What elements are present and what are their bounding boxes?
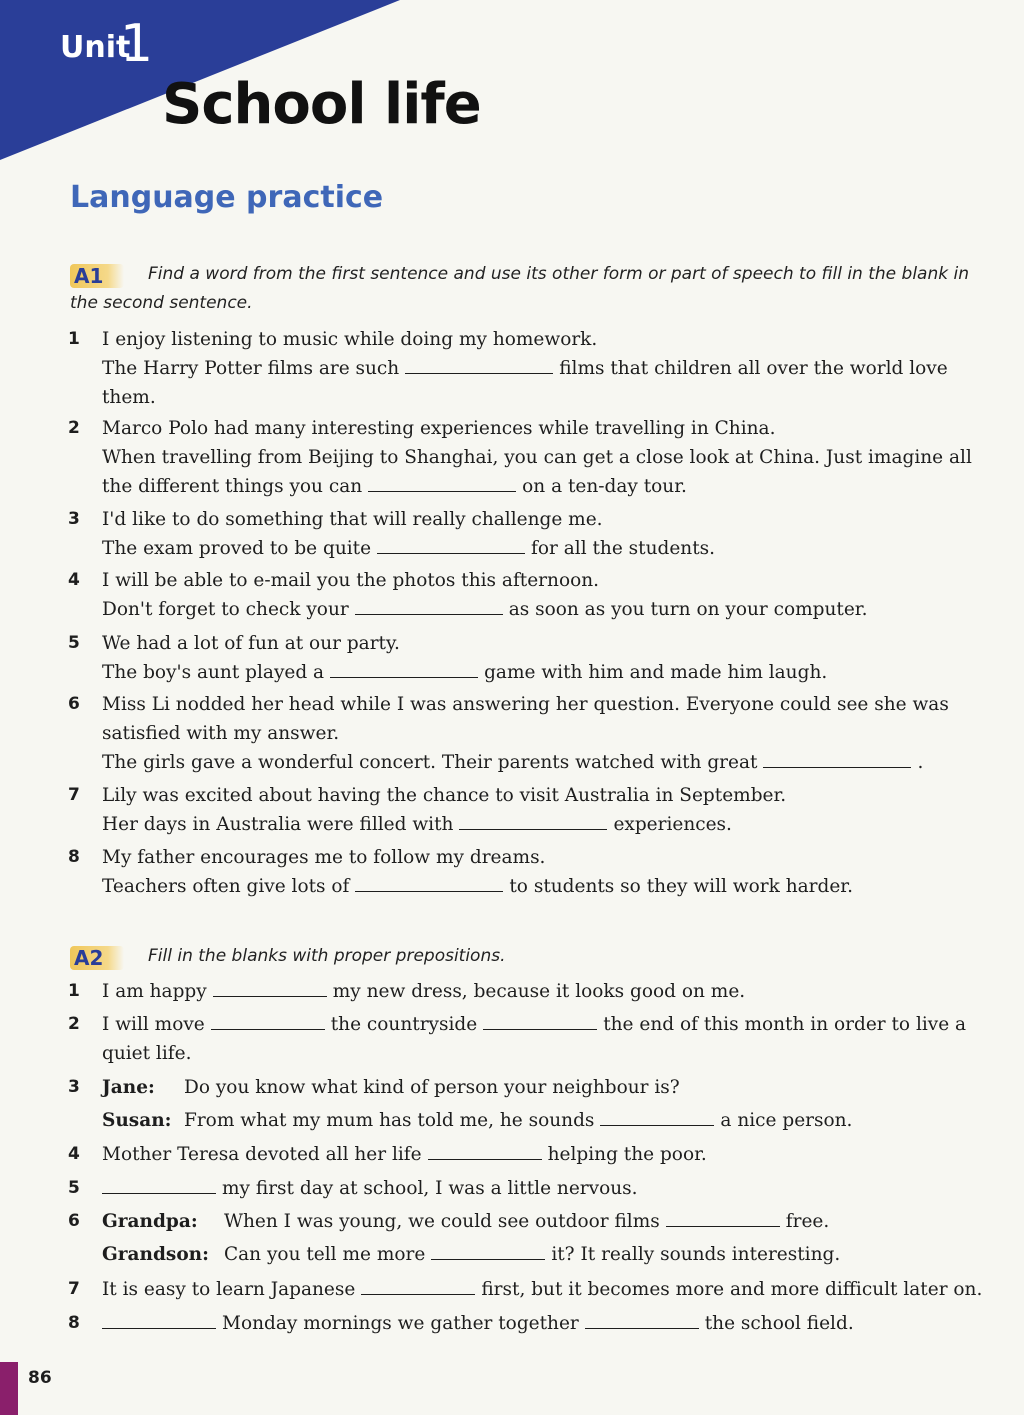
answer-blank[interactable] (428, 1140, 542, 1160)
question-number: 7 (68, 785, 80, 805)
answer-blank[interactable] (431, 1240, 545, 1260)
question-number: 6 (68, 694, 80, 714)
answer-blank[interactable] (361, 1275, 475, 1295)
answer-blank[interactable] (368, 472, 516, 492)
a2-question-8: 8 Monday mornings we gather together the school field. (68, 1309, 993, 1338)
a1-question-8 (68, 843, 993, 901)
sentence-two: When travelling from Beijing to Shanghai, you can get a close look at China. Just imagine all the different things you can on a ten-day tour. (102, 447, 972, 497)
answer-blank[interactable] (355, 872, 503, 892)
question-number: 1 (68, 981, 80, 1001)
answer-blank[interactable] (355, 595, 503, 615)
a2-question-3: 3 Jane: Do you know what kind of person your neighbour is? Susan: From what my mum has told me, he sounds a nice person. (68, 1073, 993, 1135)
question-number: 5 (68, 1178, 80, 1198)
question-number: 5 (68, 633, 80, 653)
exercise-a2-instruction (70, 942, 990, 971)
sentence-one: We had a lot of fun at our party. (102, 633, 400, 654)
instruction-text: Fill in the blanks with proper prepositions. (148, 946, 506, 966)
a1-question-2 (68, 414, 993, 501)
unit-number: 1 (120, 14, 154, 74)
sentence-one: Marco Polo had many interesting experiences while travelling in China. (102, 418, 776, 439)
instruction-text: Find a word from the first sentence and use its other form or part of speech to fill in the blank in the second sentence. (70, 264, 969, 313)
question-number: 2 (68, 1014, 80, 1034)
answer-blank[interactable] (213, 977, 327, 997)
a1-question-1 (68, 325, 993, 412)
answer-blank[interactable] (600, 1106, 714, 1126)
sentence-one: I'd like to do something that will really challenge me. (102, 509, 603, 530)
question-number: 7 (68, 1279, 80, 1299)
a1-question-5 (68, 629, 993, 687)
a2-question-5: 5 my first day at school, I was a little nervous. (68, 1174, 993, 1203)
sentence-one: I enjoy listening to music while doing my homework. (102, 329, 598, 350)
a2-question-6: 6 Grandpa: When I was young, we could see outdoor films free. Grandson: Can you tell me more it? It really sounds interesting. (68, 1207, 993, 1269)
a1-question-4 (68, 566, 993, 624)
sentence-one: Lily was excited about having the chance to visit Australia in September. (102, 785, 787, 806)
question-number: 3 (68, 1077, 80, 1097)
a2-question-1: 1 I am happy my new dress, because it looks good on me. (68, 977, 993, 1006)
answer-blank[interactable] (459, 810, 607, 830)
a1-question-6 (68, 690, 993, 777)
speaker-grandson: Grandson: (102, 1244, 209, 1265)
question-number: 4 (68, 1144, 80, 1164)
answer-blank[interactable] (666, 1207, 780, 1227)
sentence-two: Teachers often give lots of to students so they will work harder. (102, 872, 993, 901)
sentence-two: The Harry Potter films are such films that children all over the world love them. (102, 354, 993, 412)
section-title: Language practice (70, 180, 384, 215)
answer-blank[interactable] (763, 748, 911, 768)
question-number: 3 (68, 509, 80, 529)
exercise-a2-badge: A2 (70, 946, 124, 970)
a1-question-7 (68, 781, 993, 839)
page-number: 86 (28, 1368, 52, 1388)
sentence-two: Don't forget to check your as soon as you turn on your computer. (102, 595, 993, 624)
answer-blank[interactable] (585, 1309, 699, 1329)
exercise-a1-badge: A1 (70, 264, 124, 288)
question-number: 2 (68, 418, 80, 438)
sentence-two: The girls gave a wonderful concert. Their parents watched with great . (102, 748, 993, 777)
speaker-jane: Jane: (102, 1077, 155, 1098)
speaker-grandpa: Grandpa: (102, 1211, 198, 1232)
a1-question-3 (68, 505, 993, 563)
sentence-two: The boy's aunt played a game with him and made him laugh. (102, 658, 993, 687)
sentence-two: The exam proved to be quite for all the students. (102, 534, 993, 563)
answer-blank[interactable] (102, 1174, 216, 1194)
page-title: School life (162, 72, 481, 137)
page-edge-bar (0, 1362, 18, 1415)
answer-blank[interactable] (405, 354, 553, 374)
sentence-one: My father encourages me to follow my dreams. (102, 847, 546, 868)
a2-question-7: 7 It is easy to learn Japanese first, but it becomes more and more difficult later on. (68, 1275, 993, 1304)
speaker-susan: Susan: (102, 1110, 172, 1131)
answer-blank[interactable] (483, 1010, 597, 1030)
answer-blank[interactable] (211, 1010, 325, 1030)
answer-blank[interactable] (102, 1309, 216, 1329)
question-number: 8 (68, 1313, 80, 1333)
question-number: 1 (68, 329, 80, 349)
question-number: 4 (68, 570, 80, 590)
unit-label: Unit (60, 30, 131, 65)
a2-question-4: 4 Mother Teresa devoted all her life helping the poor. (68, 1140, 993, 1169)
sentence-one: Miss Li nodded her head while I was answering her question. Everyone could see she was satisfied with my answer. (102, 694, 949, 744)
exercise-a1-instruction (70, 260, 990, 318)
sentence-two: Her days in Australia were filled with experiences. (102, 810, 993, 839)
question-number: 6 (68, 1211, 80, 1231)
answer-blank[interactable] (330, 658, 478, 678)
answer-blank[interactable] (377, 534, 525, 554)
question-number: 8 (68, 847, 80, 867)
sentence-one: I will be able to e-mail you the photos this afternoon. (102, 570, 600, 591)
a2-question-2: 2 I will move the countryside the end of this month in order to live a quiet life. (68, 1010, 993, 1068)
